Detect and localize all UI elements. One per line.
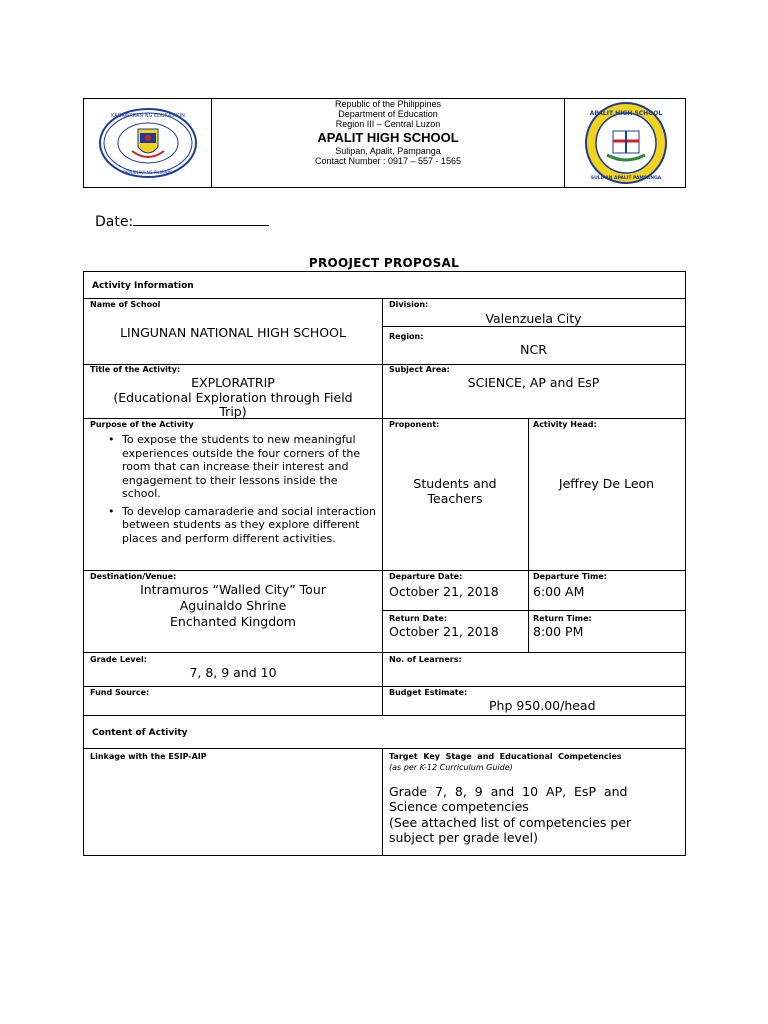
budget-estimate-value: Php 950.00/head: [489, 698, 596, 713]
departure-time-value: 6:00 AM: [533, 584, 585, 599]
name-of-school-label: Name of School: [90, 300, 161, 309]
section-content-of-activity: Content of Activity: [92, 728, 188, 738]
rule: [84, 715, 685, 716]
target-value-1: Grade 7, 8, 9 and 10 AP, EsP and: [389, 784, 628, 799]
purpose-item: • To develop camaraderie and social interaction between students as they explore different places and perform different activities.: [108, 505, 378, 546]
rule: [382, 610, 685, 611]
activity-head-label: Activity Head:: [533, 420, 597, 429]
division-value: Valenzuela City: [485, 311, 582, 326]
school-seal-cell: [564, 99, 685, 187]
rule: [84, 748, 685, 749]
rule: [528, 418, 529, 652]
rule: [84, 298, 685, 299]
rule: [382, 326, 685, 327]
grade-level-label: Grade Level:: [90, 655, 147, 664]
region-label: Region:: [389, 332, 424, 341]
contact-number: Contact Number : 0917 – 557 - 1565: [314, 156, 462, 166]
school-address: Sulipan, Apalit, Pampanga: [335, 146, 441, 156]
return-date-value: October 21, 2018: [389, 624, 499, 639]
target-value-4: subject per grade level): [389, 830, 538, 845]
rule: [84, 570, 685, 571]
school-seal-icon: [583, 101, 669, 185]
subject-area-value: SCIENCE, AP and EsP: [467, 375, 600, 390]
linkage-label: Linkage with the ESIP-AIP: [90, 752, 207, 761]
division-label: Division:: [389, 300, 429, 309]
fund-source-label: Fund Source:: [90, 688, 150, 697]
proposal-table: [83, 271, 686, 856]
title-of-activity-value-3: Trip): [219, 404, 247, 419]
deped-seal-cell: [84, 99, 212, 187]
proponent-value-1: Students and: [413, 476, 497, 491]
letterhead-text: [212, 99, 564, 166]
budget-estimate-label: Budget Estimate:: [389, 688, 468, 697]
departure-time-label: Departure Time:: [533, 572, 607, 581]
date-blank-line: [133, 213, 269, 226]
departure-date-value: October 21, 2018: [389, 584, 499, 599]
name-of-school-value: LINGUNAN NATIONAL HIGH SCHOOL: [120, 325, 346, 340]
purpose-item: • To expose the students to new meaningful experiences outside the four corners of the room that can increase their interest and engagement to their lessons inside the school.: [108, 433, 378, 501]
title-of-activity-label: Title of the Activity:: [90, 365, 181, 374]
date-label: Date:: [95, 214, 134, 230]
purpose-list: [108, 433, 378, 549]
target-label: Target Key Stage and Educational Competencies: [389, 752, 622, 761]
school-seal-text-top: APALIT HIGH SCHOOL: [589, 110, 663, 117]
return-date-label: Return Date:: [389, 614, 448, 623]
region-line: Region III – Central Luzon: [335, 119, 441, 129]
no-of-learners-label: No. of Learners:: [389, 655, 462, 664]
deped-seal-icon: [98, 107, 198, 179]
school-name: APALIT HIGH SCHOOL: [317, 130, 459, 145]
target-sublabel: (as per K-12 Curriculum Guide): [389, 763, 513, 772]
school-seal-text-bottom: SULIPAN APALIT PAMPANGA: [590, 176, 662, 181]
region-value: NCR: [520, 342, 547, 357]
return-time-label: Return Time:: [533, 614, 592, 623]
destination-value-3: Enchanted Kingdom: [170, 614, 296, 629]
proponent-value-2: Teachers: [427, 491, 483, 506]
document-title: PROOJECT PROPOSAL: [308, 256, 460, 270]
title-of-activity-value-2: (Educational Exploration through Field: [113, 390, 353, 405]
deped-seal-text-top: KAGAWARAN NG EDUKASYON: [111, 113, 185, 119]
destination-label: Destination/Venue:: [90, 572, 177, 581]
deped-seal-text-bottom: REPUBLIKA NG PILIPINAS: [123, 170, 173, 175]
letterhead: [83, 98, 686, 188]
date-field: [95, 213, 269, 230]
rule: [84, 652, 685, 653]
republic-line: Republic of the Philippines: [334, 99, 442, 109]
target-value-2: Science competencies: [389, 799, 529, 814]
title-of-activity-value-1: EXPLORATRIP: [191, 375, 275, 390]
destination-value-2: Aguinaldo Shrine: [179, 598, 287, 613]
destination-value-1: Intramuros “Walled City” Tour: [140, 582, 326, 597]
proponent-label: Proponent:: [389, 420, 440, 429]
section-activity-information: Activity Information: [92, 281, 194, 291]
purpose-label: Purpose of the Activity: [90, 420, 194, 429]
return-time-value: 8:00 PM: [533, 624, 584, 639]
rule: [382, 298, 383, 715]
departure-date-label: Departure Date:: [389, 572, 463, 581]
subject-area-label: Subject Area:: [389, 365, 450, 374]
department-line: Department of Education: [338, 109, 438, 119]
rule: [382, 748, 383, 855]
target-value-3: (See attached list of competencies per: [389, 815, 632, 830]
rule: [84, 686, 685, 687]
activity-head-value: Jeffrey De Leon: [558, 476, 655, 491]
grade-level-value: 7, 8, 9 and 10: [189, 665, 277, 680]
